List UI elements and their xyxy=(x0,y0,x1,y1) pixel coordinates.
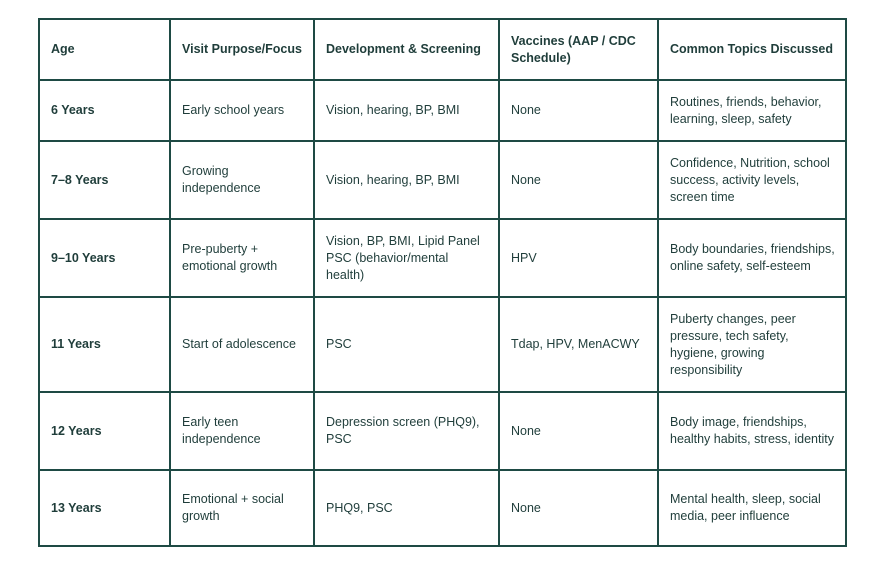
topics-cell: Body boundaries, friendships, online safety, self-esteem xyxy=(658,219,846,297)
vaccines-cell: None xyxy=(499,80,658,141)
vaccines-cell: None xyxy=(499,392,658,470)
purpose-cell: Pre-puberty + emotional growth xyxy=(170,219,314,297)
vaccines-cell: HPV xyxy=(499,219,658,297)
screening-cell: Vision, hearing, BP, BMI xyxy=(314,141,499,219)
screening-cell: PSC xyxy=(314,297,499,392)
vaccines-cell: None xyxy=(499,470,658,546)
topics-cell: Confidence, Nutrition, school success, activity levels, screen time xyxy=(658,141,846,219)
screening-cell: Vision, BP, BMI, Lipid Panel PSC (behavior/mental health) xyxy=(314,219,499,297)
screening-cell: PHQ9, PSC xyxy=(314,470,499,546)
purpose-cell: Early teen independence xyxy=(170,392,314,470)
header-common-topics: Common Topics Discussed xyxy=(658,19,846,80)
table-row xyxy=(39,392,846,470)
topics-cell: Body image, friendships, healthy habits, stress, identity xyxy=(658,392,846,470)
table-header-row xyxy=(39,19,846,80)
vaccines-cell: None xyxy=(499,141,658,219)
purpose-cell: Early school years xyxy=(170,80,314,141)
table-row xyxy=(39,141,846,219)
purpose-cell: Growing independence xyxy=(170,141,314,219)
topics-cell: Puberty changes, peer pressure, tech safety, hygiene, growing responsibility xyxy=(658,297,846,392)
topics-cell: Mental health, sleep, social media, peer influence xyxy=(658,470,846,546)
vaccines-cell: Tdap, HPV, MenACWY xyxy=(499,297,658,392)
age-cell: 11 Years xyxy=(39,297,170,392)
header-vaccines: Vaccines (AAP / CDC Schedule) xyxy=(499,19,658,80)
table-row xyxy=(39,80,846,141)
purpose-cell: Emotional + social growth xyxy=(170,470,314,546)
age-cell: 12 Years xyxy=(39,392,170,470)
age-cell: 6 Years xyxy=(39,80,170,141)
header-age: Age xyxy=(39,19,170,80)
age-cell: 9–10 Years xyxy=(39,219,170,297)
wellness-visit-table xyxy=(38,18,847,547)
table-row xyxy=(39,297,846,392)
topics-cell: Routines, friends, behavior, learning, sleep, safety xyxy=(658,80,846,141)
screening-cell: Depression screen (PHQ9), PSC xyxy=(314,392,499,470)
table-row xyxy=(39,470,846,546)
age-cell: 7–8 Years xyxy=(39,141,170,219)
age-cell: 13 Years xyxy=(39,470,170,546)
header-visit-purpose: Visit Purpose/Focus xyxy=(170,19,314,80)
screening-cell: Vision, hearing, BP, BMI xyxy=(314,80,499,141)
header-development-screening: Development & Screening xyxy=(314,19,499,80)
purpose-cell: Start of adolescence xyxy=(170,297,314,392)
table-row xyxy=(39,219,846,297)
